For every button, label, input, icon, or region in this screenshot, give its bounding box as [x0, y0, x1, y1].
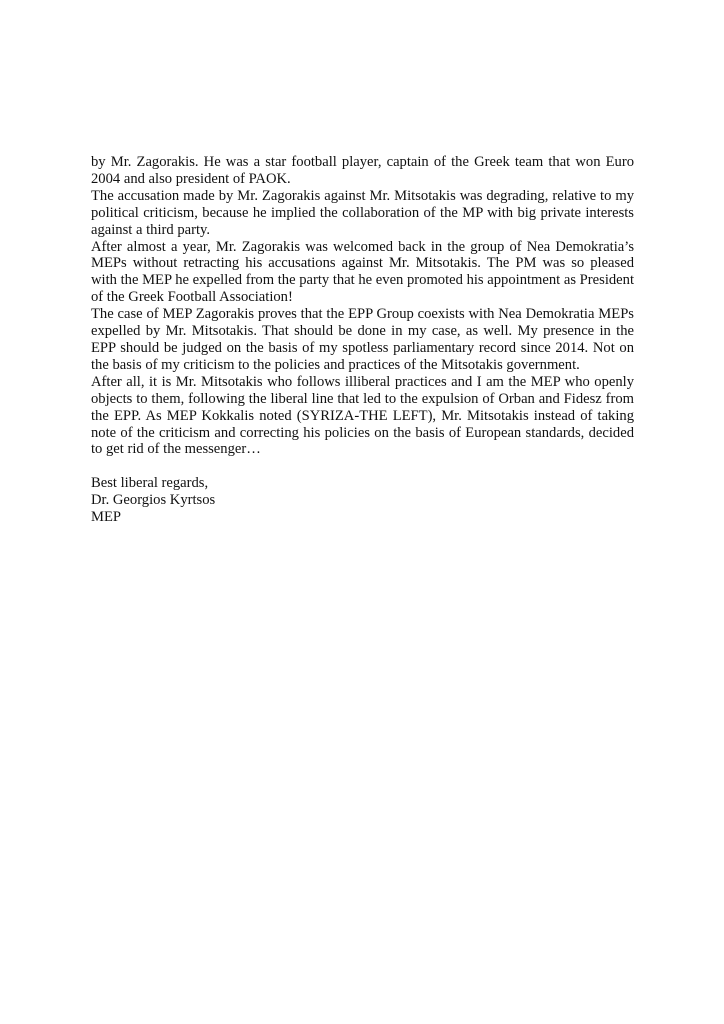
paragraph-welcomed-back: After almost a year, Mr. Zagorakis was welcomed back in the group of Nea Demokratia’s MEPs without retracting his accusations against Mr. Mitsotakis. The PM was so pleased with the MEP he expelled from the party that he even promoted his appointment as President of the Greek Football Association!: [91, 238, 634, 306]
paragraph-accusation: The accusation made by Mr. Zagorakis against Mr. Mitsotakis was degrading, relative to my political criticism, because he implied the collaboration of the MP with big private interests against a third party.: [91, 187, 634, 238]
signatory-name: Dr. Georgios Kyrtsos: [91, 492, 216, 509]
paragraph-illiberal-practices: After all, it is Mr. Mitsotakis who follows illiberal practices and I am the MEP who openly objects to them, following the liberal line that led to the expulsion of Orban and Fidesz from the EPP. As MEP Kokkalis noted (SYRIZA-THE LEFT), Mr. Mitsotakis instead of taking note of the criticism and correcting his policies on the basis of European standards, decided to get rid of the messenger…: [91, 373, 634, 458]
signatory-title: MEP: [91, 509, 122, 526]
paragraph-epp-case: The case of MEP Zagorakis proves that the EPP Group coexists with Nea Demokratia MEPs expelled by Mr. Mitsotakis. That should be done in my case, as well. My presence in the EPP should be judged on the basis of my spotless parliamentary record since 2014. Not on the basis of my criticism to the policies and practices of the Mitsotakis government.: [91, 306, 634, 373]
signature-block: [91, 475, 634, 526]
spacer: [91, 458, 634, 475]
closing-salutation: Best liberal regards,: [91, 475, 209, 492]
paragraph-zagorakis-intro: by Mr. Zagorakis. He was a star football player, captain of the Greek team that won Euro 2004 and also president of PAOK.: [91, 154, 634, 187]
document-page: [91, 154, 634, 526]
